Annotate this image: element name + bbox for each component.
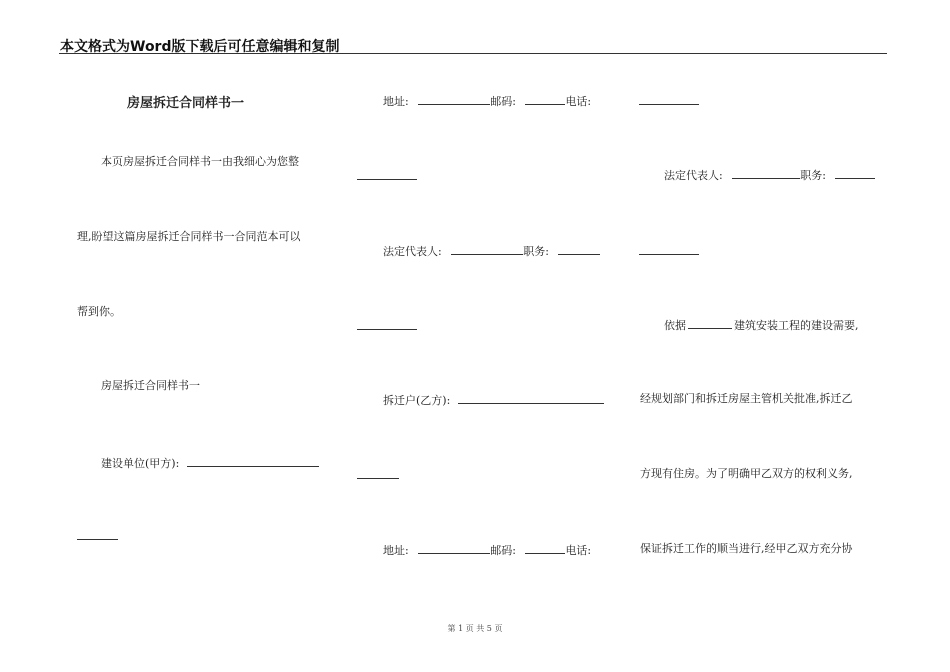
position-blank-a (558, 243, 600, 255)
legal-rep-blank-b (732, 167, 800, 179)
party-b-line (383, 392, 604, 408)
contract-subtitle: 房屋拆迁合同样书一 (101, 379, 200, 392)
position-blank-b (835, 167, 875, 179)
party-a-line (101, 455, 319, 471)
postcode-blank-a (525, 93, 565, 105)
intro-line-1: 本页房屋拆迁合同样书一由我细心为您整 (101, 155, 299, 168)
position-continuation-blank-a (357, 329, 417, 330)
phone-continuation-blank-col3 (639, 104, 699, 105)
body-line-1: 经规划部门和拆迁房屋主管机关批准,拆迁乙 (640, 392, 853, 405)
party-b-label: 拆迁户(乙方): (383, 394, 451, 407)
address-label-b: 地址: (383, 544, 409, 557)
postcode-label-a: 邮码: (490, 95, 516, 108)
position-label-a: 职务: (523, 245, 549, 258)
legal-rep-blank-a (451, 243, 523, 255)
address-label-a: 地址: (383, 95, 409, 108)
body-line-3: 保证拆迁工作的顺当进行,经甲乙双方充分协 (640, 542, 853, 555)
position-label-b: 职务: (800, 169, 826, 182)
header-divider (59, 53, 887, 54)
address-blank-a (418, 93, 490, 105)
party-a-continuation-blank (77, 539, 118, 540)
intro-line-2: 理,盼望这篇房屋拆迁合同样书一合同范本可以 (77, 230, 301, 243)
legal-rep-label-a: 法定代表人: (383, 245, 442, 258)
intro-line-3: 帮到你。 (77, 305, 121, 318)
address-line-b (383, 542, 591, 558)
basis-suffix: 建筑安装工程的建设需要, (734, 319, 859, 332)
legal-rep-line-a (383, 243, 600, 259)
legal-rep-line-b (664, 167, 875, 183)
document-title: 房屋拆迁合同样书一 (127, 96, 245, 111)
body-line-2: 方现有住房。为了明确甲乙双方的权利义务, (640, 467, 853, 480)
party-a-blank (187, 455, 319, 467)
party-a-label: 建设单位(甲方): (101, 457, 180, 470)
basis-prefix: 依据 (664, 319, 686, 332)
phone-blank-a (357, 179, 417, 180)
phone-label-a: 电话: (565, 95, 592, 108)
address-blank-b (418, 542, 490, 554)
basis-project-blank (688, 317, 732, 329)
document-header-title: 本文格式为Word版下载后可任意编辑和复制 (60, 39, 340, 55)
postcode-label-b: 邮码: (490, 544, 516, 557)
legal-rep-label-b: 法定代表人: (664, 169, 723, 182)
postcode-blank-b (525, 542, 565, 554)
position-continuation-blank-b (639, 254, 699, 255)
page-number: 第 1 页 共 5 页 (447, 624, 503, 633)
basis-line (664, 317, 859, 333)
address-line-a (383, 93, 591, 109)
party-b-continuation-blank (357, 478, 399, 479)
phone-label-b: 电话: (565, 544, 592, 557)
party-b-blank (458, 392, 604, 404)
